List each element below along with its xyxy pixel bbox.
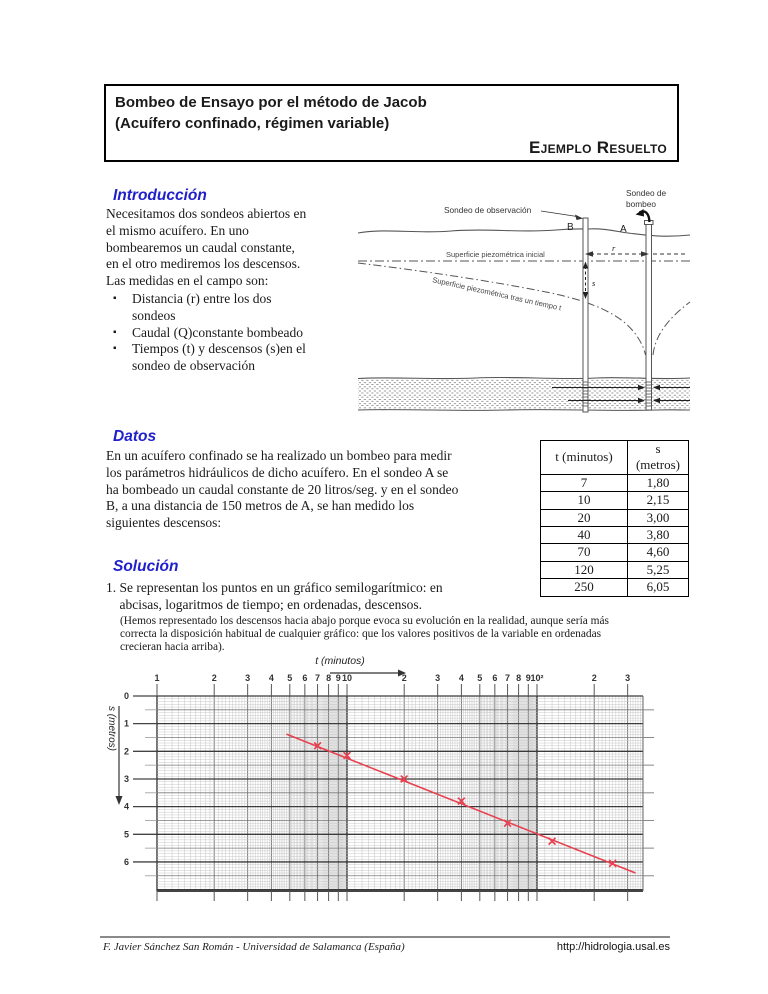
table-row (541, 474, 689, 491)
y-axis-title: s (metros) (106, 706, 117, 751)
x-axis-title: t (minutos) (315, 655, 365, 667)
y-tick-label: 5 (123, 829, 129, 840)
intro-text-line: bombearemos un caudal constante, (106, 239, 295, 255)
observation-callout-arrowhead (575, 215, 583, 221)
intro-bullet-line: sondeo de observación (132, 358, 255, 374)
x-tick-label: 6 (302, 673, 308, 683)
table-cell: 3,80 (628, 527, 689, 544)
intro-bullet-line: sondeos (132, 307, 176, 323)
solucion-heading: Solución (113, 558, 179, 575)
y-tick-label: 2 (123, 746, 129, 757)
solucion-note-line: correcta la disposición habitual de cualquier gráfico: que los valores positivos de la variable en ordenadas (120, 628, 602, 640)
title-box (104, 84, 679, 162)
pumping-well-label-2: bombeo (626, 199, 656, 209)
intro-heading: Introducción (113, 187, 207, 204)
well-diagram (356, 182, 692, 422)
y-tick-label: 4 (123, 801, 129, 812)
intro-bullet-line: Distancia (r) entre los dos (132, 291, 272, 306)
observation-callout-line (541, 211, 577, 217)
table-row (541, 561, 689, 578)
pumping-well-label-1: Sondeo de (626, 188, 667, 198)
intro-text-line: el mismo acuífero. En uno (106, 222, 249, 238)
observation-well-label: Sondeo de observación (444, 205, 532, 215)
table-cell: 2,15 (628, 492, 689, 509)
x-tick-label: 6 (492, 673, 498, 683)
drawdown-surface-label: Superficie piezométrica tras un tiempo t (431, 275, 563, 313)
intro-text-line: en el otro mediremos los descensos. (106, 256, 301, 272)
title-badge: Ejemplo Resuelto (528, 138, 667, 157)
datos-text-line: B, a una distancia de 150 metros de A, se han medido los (106, 498, 415, 514)
table-cell: 250 (541, 579, 628, 596)
title-line-2: (Acuífero confinado, régimen variable) (115, 115, 390, 132)
col-t-header: t (minutos) (541, 441, 628, 475)
table-cell: 70 (541, 544, 628, 561)
footer-url[interactable]: http://hidrologia.usal.es (556, 941, 670, 953)
table-cell: 4,60 (628, 544, 689, 561)
well-b-label: B (567, 222, 574, 233)
solucion-step-line: abcisas, logaritmos de tiempo; en ordenadas, descensos. (106, 596, 423, 612)
datos-text-line: los parámetros hidráulicos de dicho acuífero. En el sondeo A se (106, 464, 449, 480)
table-cell: 7 (541, 474, 628, 491)
r-label: r (612, 243, 616, 253)
drawdown-curve-left (358, 263, 646, 355)
x-tick-label: 1 (154, 673, 160, 683)
datos-heading: Datos (113, 428, 157, 445)
aquifer-band (358, 379, 690, 409)
intro-bullet-line: Caudal (Q)constante bombeado (132, 324, 303, 340)
ground-surface-line (358, 229, 690, 236)
table-row (541, 579, 689, 596)
table-cell: 120 (541, 561, 628, 578)
datos-paragraph (106, 448, 546, 532)
footer-rule (100, 936, 670, 938)
x-tick-label: 9 (335, 673, 341, 683)
y-tick-label: 6 (123, 856, 129, 867)
x-tick-label: 2 (211, 673, 217, 683)
intro-text-line: Las medidas en el campo son: (106, 273, 269, 289)
table-row (541, 492, 689, 509)
title-line-1: Bombeo de Ensayo por el método de Jacob (115, 94, 427, 111)
x-tick-label: 2 (401, 673, 407, 683)
x-tick-label: 4 (268, 673, 274, 683)
table-row (541, 544, 689, 561)
x-tick-label: 2 (591, 673, 597, 683)
solucion-note-line: (Hemos representado los descensos hacia abajo porque evoca su evolución en la realidad, aunque sería más (120, 615, 609, 627)
x-tick-label: 10 (341, 673, 353, 683)
intro-paragraph (106, 206, 366, 290)
table-cell: 1,80 (628, 474, 689, 491)
y-axis-arrowhead (116, 796, 123, 805)
table-row (541, 509, 689, 526)
datos-text-line: En un acuífero confinado se ha realizado un bombeo para medir (106, 448, 452, 463)
y-tick-label: 1 (123, 718, 129, 729)
aquifer-bottom-line (358, 410, 690, 411)
data-table (540, 440, 689, 597)
footer-author: F. Javier Sánchez San Román - Universidad de Salamanca (España) (103, 941, 405, 953)
y-tick-label: 0 (123, 691, 129, 701)
x-tick-label: 7 (315, 673, 321, 683)
col-s-header: s (metros) (628, 441, 689, 475)
table-row (541, 527, 689, 544)
table-cell: 3,00 (628, 509, 689, 526)
x-tick-label: 8 (326, 673, 332, 683)
x-tick-label: 5 (477, 673, 483, 683)
x-tick-label: 5 (287, 673, 293, 683)
table-cell: 10 (541, 492, 628, 509)
table-cell: 20 (541, 509, 628, 526)
x-tick-label: 9 (525, 673, 531, 683)
pump-outflow-arrowhead (636, 209, 645, 217)
y-tick-label: 3 (123, 773, 129, 784)
datos-text-line: ha bombeado un caudal constante de 20 litros/seg. y en el sondeo (106, 481, 459, 497)
aquifer-top-line (358, 377, 690, 378)
well-a-label: A (620, 224, 627, 235)
x-tick-label: 3 (435, 673, 441, 683)
solucion-step (106, 580, 443, 614)
table-cell: 5,25 (628, 561, 689, 578)
x-tick-label: 8 (516, 673, 522, 683)
s-label: s (592, 278, 596, 288)
x-tick-label: 3 (625, 673, 631, 683)
initial-surface-label: Superficie piezométrica inicial (446, 250, 545, 259)
semilog-chart (95, 648, 680, 910)
x-tick-label: 4 (458, 673, 464, 683)
table-cell: 6,05 (628, 579, 689, 596)
x-tick-label: 10² (530, 673, 544, 683)
drawdown-curve-right (653, 302, 690, 355)
intro-bullet-list (112, 291, 362, 375)
datos-text-line: siguientes descensos: (106, 515, 222, 531)
table-cell: 40 (541, 527, 628, 544)
observation-well-tube (583, 218, 588, 412)
x-tick-label: 3 (245, 673, 251, 683)
intro-text-line: Necesitamos dos sondeos abiertos en (106, 206, 307, 221)
x-tick-label: 7 (505, 673, 511, 683)
intro-bullet-line: Tiempos (t) y descensos (s)en el (132, 341, 306, 357)
table-header-row (541, 441, 689, 475)
solucion-note-line: crecieran hacia arriba). (120, 641, 225, 653)
solucion-step-line: 1. Se representan los puntos en un gráfico semilogarítmico: en (106, 580, 443, 595)
